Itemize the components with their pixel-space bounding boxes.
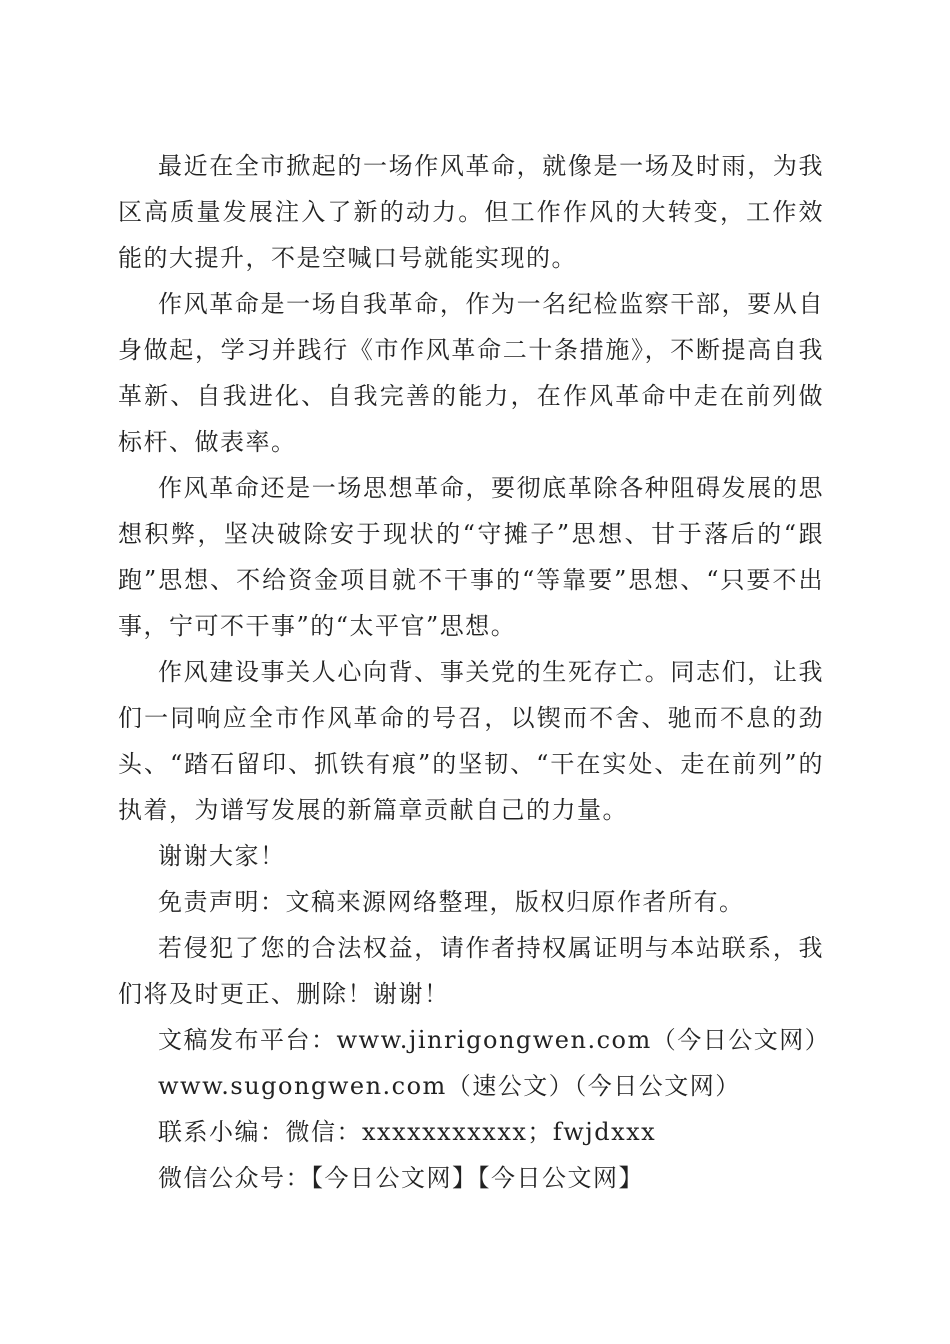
contact-line: 联系小编：微信：xxxxxxxxxxx；fwjdxxx [158,1118,657,1146]
document-page [118,143,831,1201]
disclaimer-text: 免责声明：文稿来源网络整理，版权归原作者所有。 [158,888,745,916]
paragraph-1: 最近在全市掀起的一场作风革命，就像是一场及时雨，为我区高质量发展注入了新的动力。但工作作风的大转变，工作效能的大提升，不是空喊口号就能实现的。 [118,152,824,272]
paragraph-3: 作风革命还是一场思想革命，要彻底革除各种阻碍发展的思想积弊，坚决破除安于现状的“守摊子”思想、甘于落后的“跟跑”思想、不给资金项目就不干事的“等靠要”思想、“只要不出事，宁可不干事”的“太平官”思想。 [118,474,824,640]
paragraph-2: 作风革命是一场自我革命，作为一名纪检监察干部，要从自身做起，学习并践行《市作风革命二十条措施》，不断提高自我革新、自我进化、自我完善的能力，在作风革命中走在前列做标杆、做表率。 [118,290,824,456]
closing-thanks: 谢谢大家！ [158,842,286,870]
platform-line: 文稿发布平台：www.jinrigongwen.com（今日公文网） [158,1026,831,1054]
site-line: www.sugongwen.com（速公文）（今日公文网） [158,1072,741,1100]
wechat-account-line: 微信公众号：【今日公文网】【今日公文网】 [158,1164,644,1192]
paragraph-4: 作风建设事关人心向背、事关党的生死存亡。同志们，让我们一同响应全市作风革命的号召，以锲而不舍、驰而不息的劲头、“踏石留印、抓铁有痕”的坚韧、“干在实处、走在前列”的执着，为谱写发展的新篇章贡献自己的力量。 [118,658,824,824]
infringement-notice: 若侵犯了您的合法权益，请作者持权属证明与本站联系，我们将及时更正、删除！谢谢！ [118,934,824,1008]
